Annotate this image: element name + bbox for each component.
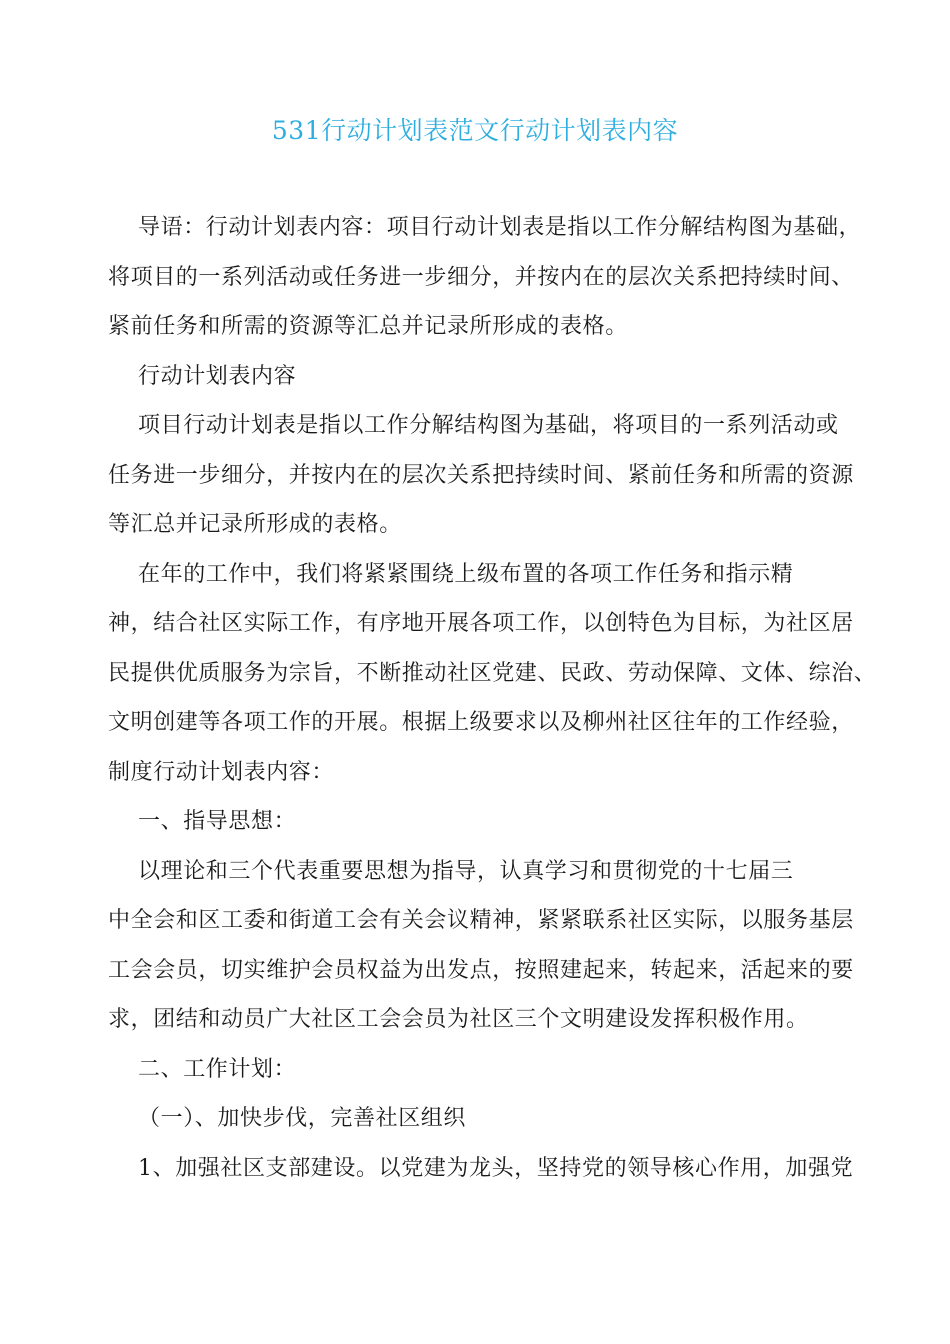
text-line: 一、指导思想： xyxy=(138,809,297,834)
text-line: 任务进一步细分，并按内在的层次关系把持续时间、紧前任务和所需的资源 xyxy=(108,462,854,488)
text-line: 1、加强社区支部建设。以党建为龙头，坚持党的领导核心作用，加强党 xyxy=(138,1155,854,1181)
text-line: 二、工作计划： xyxy=(138,1056,297,1082)
text-line: 神，结合社区实际工作，有序地开展各项工作，以创特色为目标，为社区居 xyxy=(108,611,854,636)
text-line: 紧前任务和所需的资源等汇总并记录所形成的表格。 xyxy=(108,314,628,339)
text-line: 项目行动计划表是指以工作分解结构图为基础，将项目的一系列活动或 xyxy=(138,413,839,438)
text-line: 行动计划表内容 xyxy=(138,363,297,389)
text-line: 导语：行动计划表内容：项目行动计划表是指以工作分解结构图为基础， xyxy=(138,215,862,240)
text-line: 以理论和三个代表重要思想为指导，认真学习和贯彻党的十七届三 xyxy=(138,858,794,884)
text-line: 文明创建等各项工作的开展。根据上级要求以及柳州社区往年的工作经验， xyxy=(108,710,854,735)
text-line: 在年的工作中，我们将紧紧围绕上级布置的各项工作任务和指示精 xyxy=(138,561,794,587)
document-body xyxy=(108,206,877,1196)
document-title: 531行动计划表范文行动计划表内容 xyxy=(271,116,679,145)
text-line: 制度行动计划表内容： xyxy=(108,759,335,785)
text-line: 民提供优质服务为宗旨，不断推动社区党建、民政、劳动保障、文体、综治、 xyxy=(108,660,877,686)
text-line: 求，团结和动员广大社区工会会员为社区三个文明建设发挥积极作用。 xyxy=(108,1007,809,1032)
text-line: （一）、加快步伐，完善社区组织 xyxy=(138,1106,467,1131)
text-line: 等汇总并记录所形成的表格。 xyxy=(108,512,402,537)
text-line: 将项目的一系列活动或任务进一步细分，并按内在的层次关系把持续时间、 xyxy=(108,264,854,290)
text-line: 工会会员，切实维护会员权益为出发点，按照建起来，转起来，活起来的要 xyxy=(108,957,854,983)
text-line: 中全会和区工委和街道工会有关会议精神，紧紧联系社区实际，以服务基层 xyxy=(108,908,854,933)
